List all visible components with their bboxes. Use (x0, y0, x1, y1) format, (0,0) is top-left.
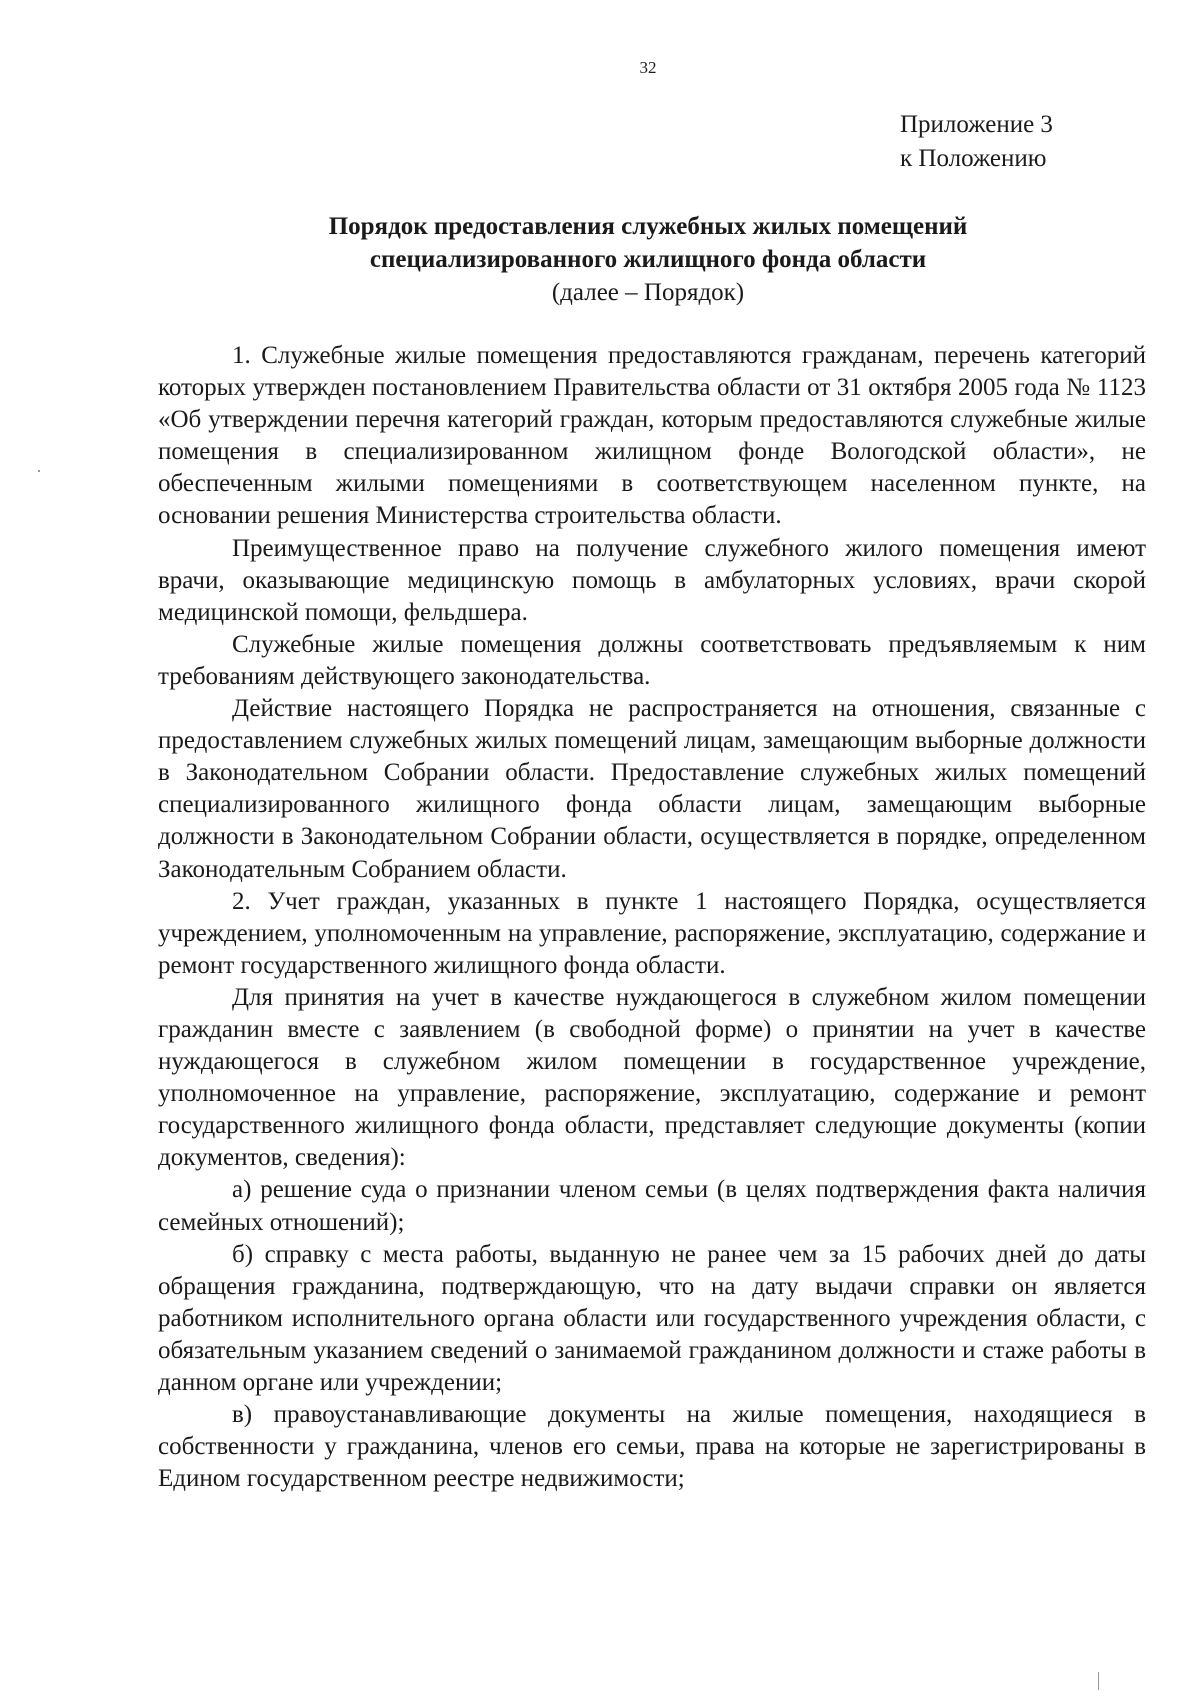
document-title (150, 210, 1146, 309)
page-number: 32 (639, 58, 657, 77)
paragraph-6: Для принятия на учет в качестве нуждающегося в служебном жилом помещении гражданин вместе с заявлением (в свободной форме) о принятии на учет в качестве нуждающегося в служебном жилом помещении в государственное учреждение, уполномоченное на управление, распоряжение, эксплуатацию, содержание и ремонт государственного жилищного фонда области, представляет следующие документы (копии документов, сведения): (158, 983, 1146, 1172)
paragraph-1: 1. Служебные жилые помещения предоставляются гражданам, перечень категорий которых утвержден постановлением Правительства области от 31 октября 2005 года № 1123 «Об утверждении перечня категорий граждан, которым предоставляются служебные жилые помещения в специализированном жилищном фонде Вологодской области», не обеспеченным жилыми помещениями в соответствующем населенном пункте, на основании решения Министерства строительства области. (158, 342, 1146, 530)
paragraph-3: Служебные жилые помещения должны соответствовать предъявляемым к ним требованиям действующего законодательства. (158, 630, 1146, 690)
title-line-2: специализированного жилищного фонда области (369, 246, 927, 273)
appendix-line-1: Приложение 3 (900, 111, 1053, 138)
appendix-line-2: к Положению (900, 145, 1047, 172)
scan-artifact-dot (38, 470, 40, 472)
appendix-reference (900, 108, 1053, 176)
title-subtitle: (далее – Порядок) (551, 279, 745, 306)
list-item-c: в) правоустанавливающие документы на жилые помещения, находящиеся в собственности у гражданина, членов его семьи, права на которые не зарегистрированы в Едином государственном реестре недвижимости; (158, 1401, 1146, 1493)
title-line-1: Порядок предоставления служебных жилых помещений (328, 213, 968, 240)
scan-artifact-line (1098, 1672, 1099, 1690)
paragraph-4: Действие настоящего Порядка не распространяется на отношения, связанные с предоставлением служебных жилых помещений лицам, замещающим выборные должности в Законодательном Собрании области. Предоставление служебных жилых помещений специализированного жилищного фонда области лицам, замещающим выборные должности в Законодательном Собрании области, осуществляется в порядке, определенном Законодательным Собранием области. (158, 695, 1146, 883)
list-item-a: а) решение суда о признании членом семьи (в целях подтверждения факта наличия семейных отношений); (158, 1176, 1146, 1236)
list-item-b: б) справку с места работы, выданную не ранее чем за 15 рабочих дней до даты обращения гражданина, подтверждающую, что на дату выдачи справки он является работником исполнительного органа области или государственного учреждения области, с обязательным указанием сведений о занимаемой гражданином должности и стаже работы в данном органе или учреждении; (158, 1240, 1146, 1396)
paragraph-2: Преимущественное право на получение служебного жилого помещения имеют врачи, оказывающие медицинскую помощь в амбулаторных условиях, врачи скорой медицинской помощи, фельдшера. (158, 534, 1146, 626)
paragraph-5: 2. Учет граждан, указанных в пункте 1 настоящего Порядка, осуществляется учреждением, уполномоченным на управление, распоряжение, эксплуатацию, содержание и ремонт государственного жилищного фонда области. (158, 887, 1146, 979)
document-body (158, 340, 1146, 1495)
